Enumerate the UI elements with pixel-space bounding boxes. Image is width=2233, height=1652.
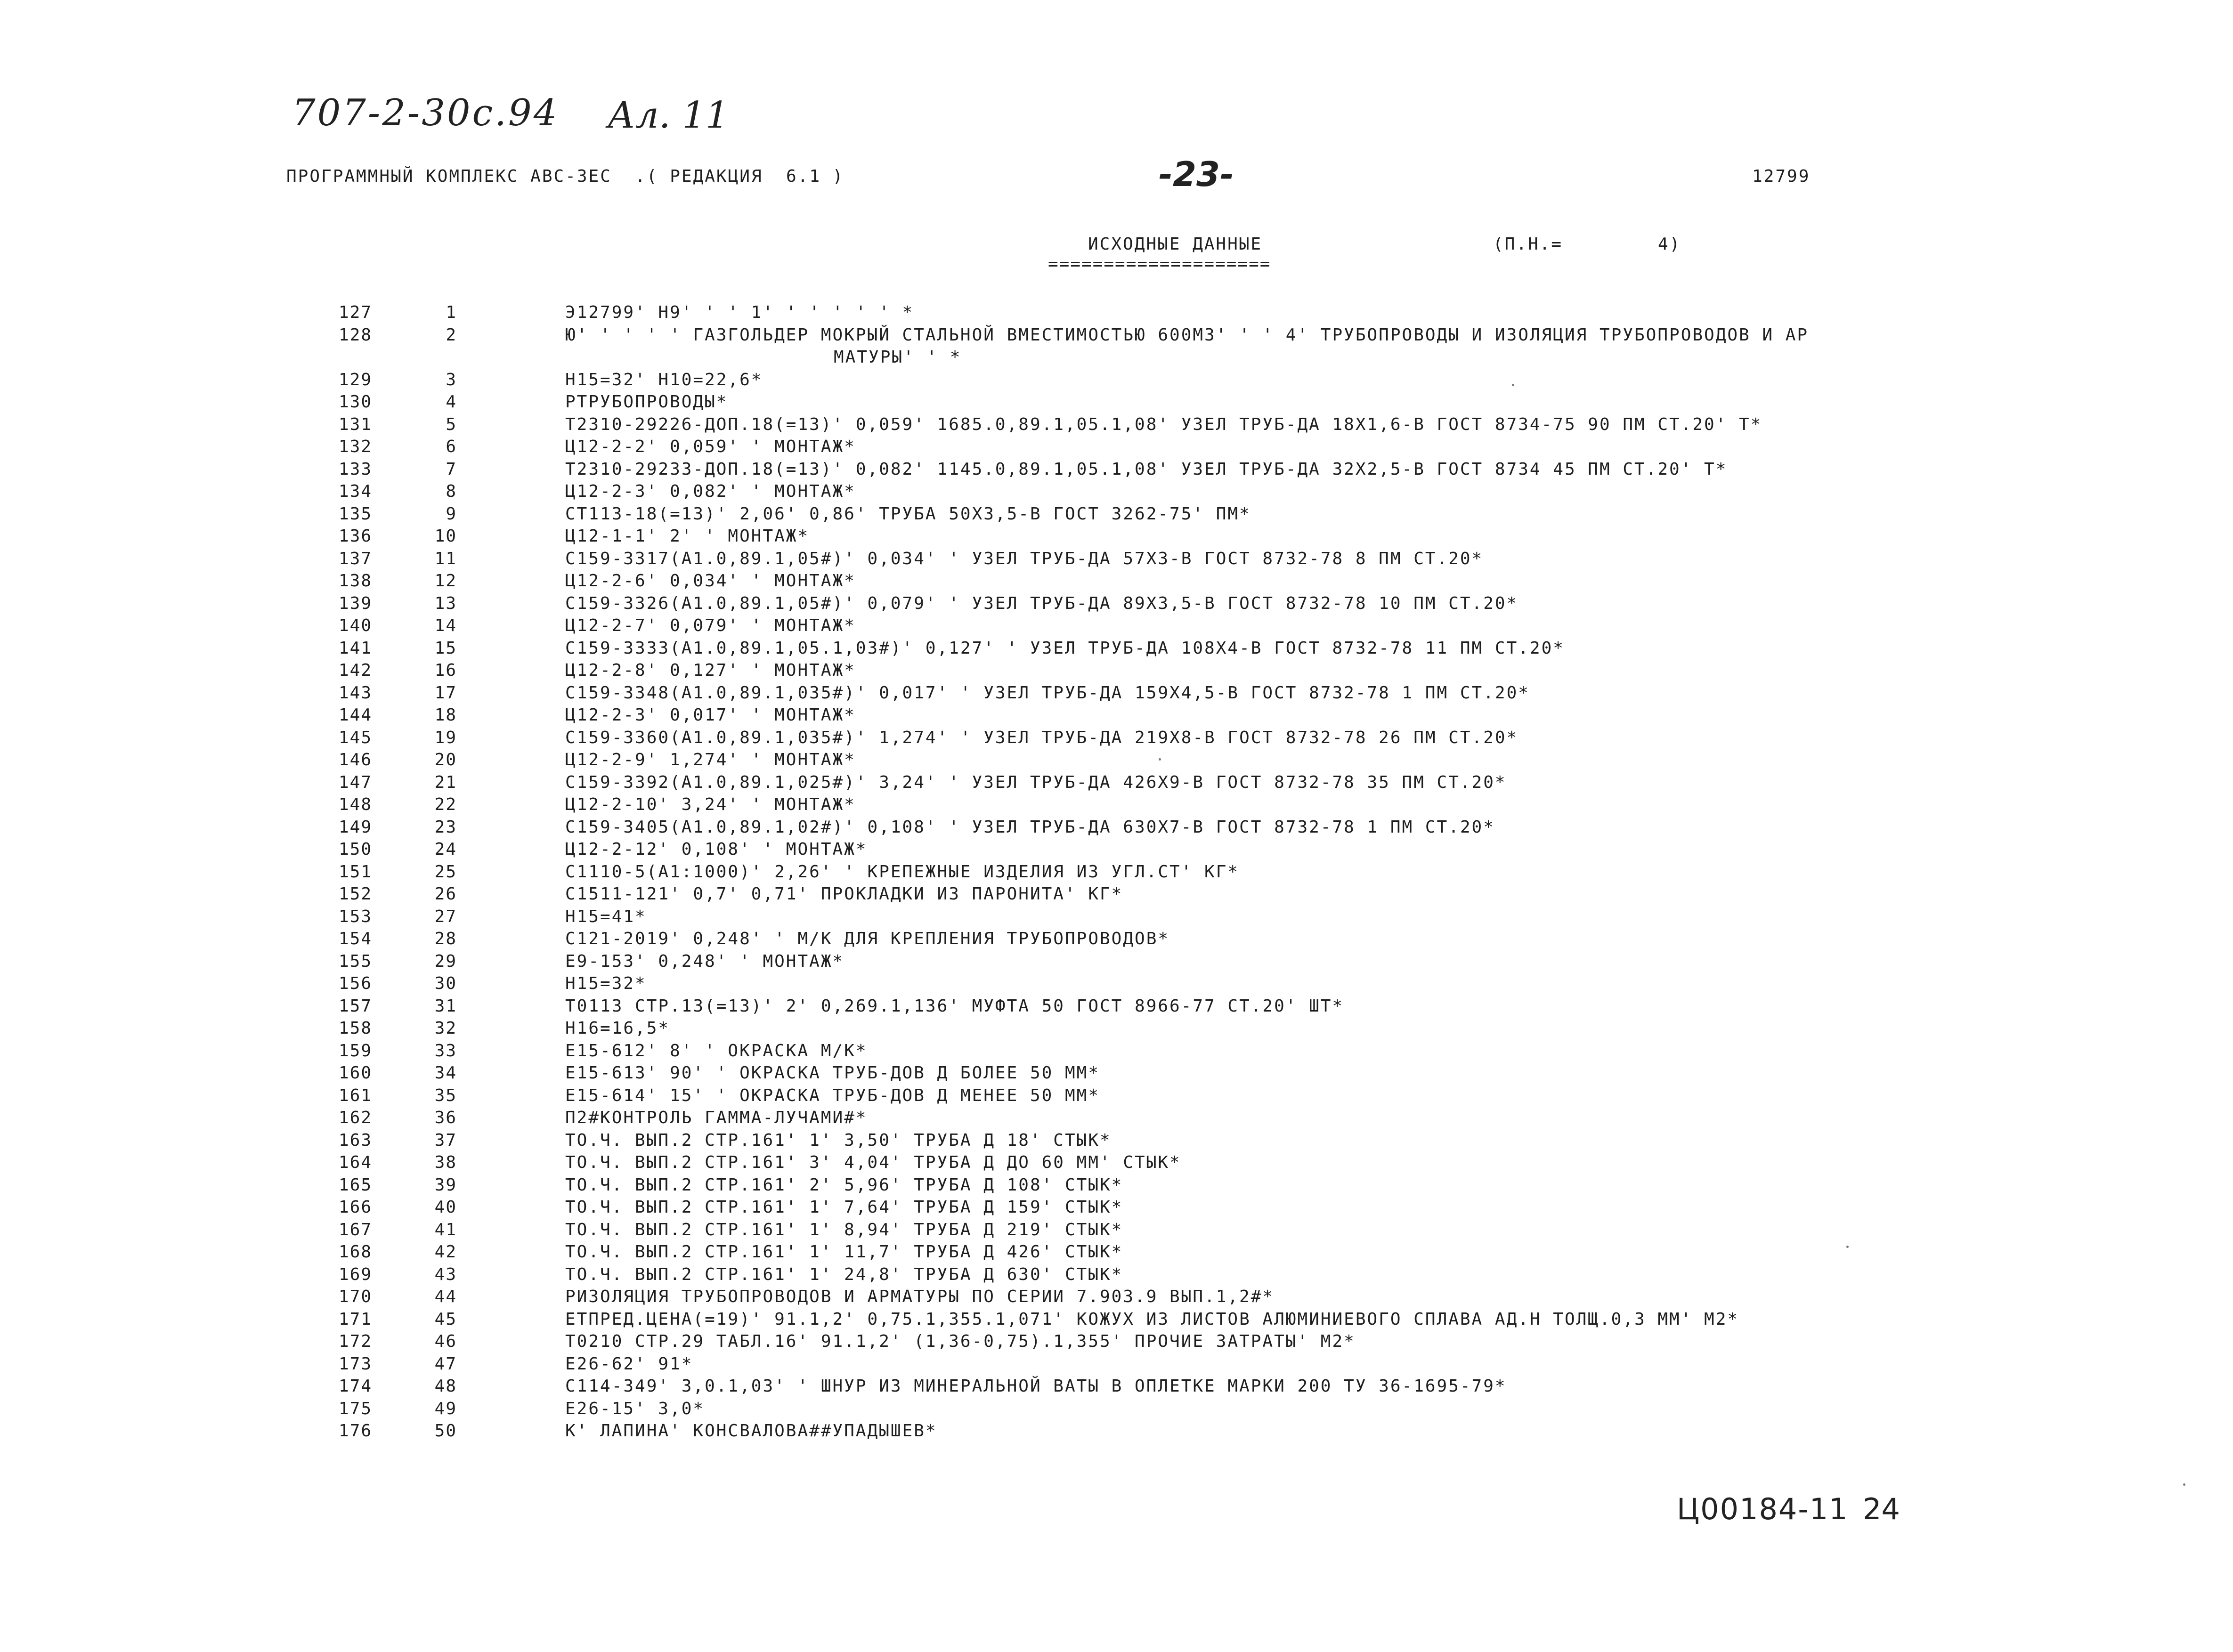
absolute-line-number: 132: [338, 437, 372, 456]
absolute-line-number: 174: [338, 1377, 372, 1396]
document-number: 12799: [1752, 167, 1811, 186]
absolute-line-number: 153: [338, 907, 372, 926]
listing-text: ТО.Ч. ВЫП.2 СТР.161' 1' 11,7' ТРУБА Д 426' СТЫК*: [565, 1242, 1123, 1262]
relative-line-number: 20: [434, 750, 457, 769]
absolute-line-number: 161: [338, 1085, 372, 1105]
page-number: -23-: [1159, 154, 1234, 194]
pn-label: (П.Н.=: [1493, 235, 1563, 254]
relative-line-number: 39: [434, 1175, 457, 1195]
listing-row: [325, 570, 2068, 592]
section-underline: ====================: [1048, 254, 1271, 274]
relative-line-number: 9: [446, 504, 457, 524]
relative-line-number: 47: [434, 1354, 457, 1374]
relative-line-number: 38: [434, 1153, 457, 1172]
listing-row: [325, 592, 2068, 615]
listing-text: Ц12-2-8' 0,127' ' МОНТАЖ*: [565, 661, 856, 680]
absolute-line-number: 176: [338, 1421, 372, 1441]
relative-line-number: 18: [434, 705, 457, 725]
absolute-line-number: 136: [338, 526, 372, 546]
listing-row: [325, 548, 2068, 570]
listing-row: [325, 928, 2068, 950]
listing-text: С159-3317(А1.0,89.1,05#)' 0,034' ' УЗЕЛ ТРУБ-ДА 57Х3-В ГОСТ 8732-78 8 ПМ СТ.20*: [565, 549, 1484, 568]
relative-line-number: 37: [434, 1130, 457, 1150]
relative-line-number: 32: [434, 1019, 457, 1038]
listing-text: С121-2019' 0,248' ' М/К ДЛЯ КРЕПЛЕНИЯ ТРУБОПРОВОДОВ*: [565, 929, 1170, 948]
listing-text: С159-3405(А1.0,89.1,02#)' 0,108' ' УЗЕЛ ТРУБ-ДА 630Х7-В ГОСТ 8732-78 1 ПМ СТ.20*: [565, 817, 1495, 837]
listing-text: С114-349' 3,0.1,03' ' ШНУР ИЗ МИНЕРАЛЬНОЙ ВАТЫ В ОПЛЕТКЕ МАРКИ 200 ТУ 36-1695-79*: [565, 1377, 1507, 1396]
section-title: ИСХОДНЫЕ ДАННЫЕ: [1088, 235, 1263, 254]
listing-text: Ц12-2-3' 0,017' ' МОНТАЖ*: [565, 705, 856, 725]
listing-row: [325, 1196, 2068, 1219]
relative-line-number: 30: [434, 974, 457, 993]
absolute-line-number: 141: [338, 638, 372, 658]
listing-text: Е26-15' 3,0*: [565, 1399, 705, 1418]
listing-text: С159-3392(А1.0,89.1,025#)' 3,24' ' УЗЕЛ ТРУБ-ДА 426Х9-В ГОСТ 8732-78 35 ПМ СТ.20*: [565, 772, 1507, 792]
listing-text: ТО.Ч. ВЫП.2 СТР.161' 3' 4,04' ТРУБА Д ДО 60 ММ' СТЫК*: [565, 1153, 1181, 1172]
listing-row: [325, 682, 2068, 705]
absolute-line-number: 129: [338, 370, 372, 389]
listing-text: ТО.Ч. ВЫП.2 СТР.161' 1' 3,50' ТРУБА Д 18' СТЫК*: [565, 1130, 1112, 1150]
listing-row: [325, 458, 2068, 481]
listing-text: Е15-614' 15' ' ОКРАСКА ТРУБ-ДОВ Д МЕНЕЕ 50 ММ*: [565, 1085, 1100, 1105]
relative-line-number: 28: [434, 929, 457, 948]
listing-row: [325, 503, 2068, 526]
scan-speck: [1846, 1246, 1849, 1248]
listing-row: [325, 883, 2068, 906]
listing-text: Н16=16,5*: [565, 1019, 670, 1038]
listing-row: [325, 794, 2068, 816]
listing-row: [325, 1040, 2068, 1062]
absolute-line-number: 173: [338, 1354, 372, 1374]
listing-row: [325, 391, 2068, 413]
relative-line-number: 48: [434, 1377, 457, 1396]
relative-line-number: 35: [434, 1085, 457, 1105]
listing-row: [325, 659, 2068, 682]
listing-text: Э12799' Н9' ' ' 1' ' ' ' ' ' *: [565, 303, 914, 322]
listing-text: С159-3326(А1.0,89.1,05#)' 0,079' ' УЗЕЛ ТРУБ-ДА 89Х3,5-В ГОСТ 8732-78 10 ПМ СТ.20*: [565, 593, 1518, 613]
listing-row: [325, 1353, 2068, 1376]
absolute-line-number: 150: [338, 840, 372, 859]
listing-text: ТО.Ч. ВЫП.2 СТР.161' 2' 5,96' ТРУБА Д 108' СТЫК*: [565, 1175, 1123, 1195]
source-data-listing: [325, 301, 2068, 1442]
listing-text: Т0113 СТР.13(=13)' 2' 0,269.1,136' МУФТА 50 ГОСТ 8966-77 СТ.20' ШТ*: [565, 996, 1344, 1016]
relative-line-number: 44: [434, 1287, 457, 1306]
relative-line-number: 8: [446, 482, 457, 501]
listing-text: С1511-121' 0,7' 0,71' ПРОКЛАДКИ ИЗ ПАРОНИТА' КГ*: [565, 884, 1123, 904]
relative-line-number: 23: [434, 817, 457, 837]
relative-line-number: 10: [434, 526, 457, 546]
absolute-line-number: 171: [338, 1309, 372, 1329]
absolute-line-number: 159: [338, 1041, 372, 1061]
handwritten-inventory-number: 24: [1863, 1492, 1900, 1526]
absolute-line-number: 158: [338, 1019, 372, 1038]
absolute-line-number: 140: [338, 616, 372, 635]
absolute-line-number: 130: [338, 392, 372, 412]
pn-value: 4): [1658, 235, 1681, 254]
absolute-line-number: 137: [338, 549, 372, 568]
absolute-line-number: 168: [338, 1242, 372, 1262]
listing-row: [325, 1219, 2068, 1241]
relative-line-number: 50: [434, 1421, 457, 1441]
listing-text: С159-3360(А1.0,89.1,035#)' 1,274' ' УЗЕЛ ТРУБ-ДА 219Х8-В ГОСТ 8732-78 26 ПМ СТ.20*: [565, 728, 1518, 747]
absolute-line-number: 147: [338, 772, 372, 792]
listing-text: Ю' ' ' ' ' ГАЗГОЛЬДЕР МОКРЫЙ СТАЛЬНОЙ ВМЕСТИМОСТЬЮ 600М3' ' ' 4' ТРУБОПРОВОДЫ И ИЗОЛЯЦИЯ ТРУБОПРОВОДОВ И АР: [565, 325, 1809, 345]
relative-line-number: 16: [434, 661, 457, 680]
listing-row: [325, 1330, 2068, 1353]
listing-row: [325, 1062, 2068, 1085]
listing-text: Ц12-2-12' 0,108' ' МОНТАЖ*: [565, 840, 868, 859]
scan-speck: [1159, 758, 1161, 761]
relative-line-number: 25: [434, 862, 457, 882]
listing-text: Е15-613' 90' ' ОКРАСКА ТРУБ-ДОВ Д БОЛЕЕ 50 ММ*: [565, 1063, 1100, 1083]
listing-row: [325, 1129, 2068, 1152]
absolute-line-number: 128: [338, 325, 372, 345]
listing-row: [325, 1174, 2068, 1197]
absolute-line-number: 135: [338, 504, 372, 524]
listing-text: Е15-612' 8' ' ОКРАСКА М/К*: [565, 1041, 868, 1061]
listing-row: [325, 972, 2068, 995]
listing-row: [325, 727, 2068, 749]
listing-text: Т0210 СТР.29 ТАБЛ.16' 91.1,2' (1,36-0,75).1,355' ПРОЧИЕ ЗАТРАТЫ' М2*: [565, 1332, 1356, 1351]
listing-text: Ц12-2-9' 1,274' ' МОНТАЖ*: [565, 750, 856, 769]
handwritten-sheet-label: Ал. 11: [608, 94, 729, 137]
relative-line-number: 42: [434, 1242, 457, 1262]
absolute-line-number: 148: [338, 795, 372, 814]
absolute-line-number: 164: [338, 1153, 372, 1172]
listing-row: [325, 480, 2068, 503]
listing-row: [325, 1107, 2068, 1129]
absolute-line-number: 139: [338, 593, 372, 613]
listing-text: С1110-5(А1:1000)' 2,26' ' КРЕПЕЖНЫЕ ИЗДЕЛИЯ ИЗ УГЛ.СТ' КГ*: [565, 862, 1240, 882]
absolute-line-number: 138: [338, 571, 372, 591]
listing-row: [325, 1263, 2068, 1286]
relative-line-number: 29: [434, 951, 457, 971]
relative-line-number: 7: [446, 459, 457, 479]
listing-row: [325, 1151, 2068, 1174]
listing-text: Ц12-2-7' 0,079' ' МОНТАЖ*: [565, 616, 856, 635]
listing-text: ТО.Ч. ВЫП.2 СТР.161' 1' 7,64' ТРУБА Д 159' СТЫК*: [565, 1198, 1123, 1217]
relative-line-number: 15: [434, 638, 457, 658]
relative-line-number: 11: [434, 549, 457, 568]
listing-row: [325, 1398, 2068, 1420]
relative-line-number: 4: [446, 392, 457, 412]
listing-text: Е26-62' 91*: [565, 1354, 693, 1374]
listing-text: П2#КОНТРОЛЬ ГАММА-ЛУЧАМИ#*: [565, 1108, 868, 1127]
listing-row: [325, 324, 2068, 369]
listing-row: [325, 1420, 2068, 1442]
relative-line-number: 12: [434, 571, 457, 591]
absolute-line-number: 167: [338, 1220, 372, 1239]
absolute-line-number: 162: [338, 1108, 372, 1127]
relative-line-number: 41: [434, 1220, 457, 1239]
listing-row: [325, 615, 2068, 637]
absolute-line-number: 175: [338, 1399, 372, 1418]
absolute-line-number: 169: [338, 1264, 372, 1284]
listing-row: [325, 906, 2068, 928]
listing-text: ЕТПРЕД.ЦЕНА(=19)' 91.1,2' 0,75.1,355.1,071' КОЖУХ ИЗ ЛИСТОВ АЛЮМИНИЕВОГО СПЛАВА АД.Н ТОЛЩ.0,3 ММ' М2*: [565, 1309, 1739, 1329]
relative-line-number: 27: [434, 907, 457, 926]
relative-line-number: 24: [434, 840, 457, 859]
listing-row: [325, 816, 2068, 839]
listing-text: С159-3333(А1.0,89.1,05.1,03#)' 0,127' ' УЗЕЛ ТРУБ-ДА 108Х4-В ГОСТ 8732-78 11 ПМ СТ.20*: [565, 638, 1565, 658]
listing-row: [325, 1286, 2068, 1308]
listing-row: [325, 1241, 2068, 1263]
listing-text: СТ113-18(=13)' 2,06' 0,86' ТРУБА 50Х3,5-В ГОСТ 3262-75' ПМ*: [565, 504, 1251, 524]
listing-text: Ц12-2-10' 3,24' ' МОНТАЖ*: [565, 795, 856, 814]
relative-line-number: 5: [446, 414, 457, 434]
relative-line-number: 40: [434, 1198, 457, 1217]
listing-text: Е9-153' 0,248' ' МОНТАЖ*: [565, 951, 844, 971]
listing-row: [325, 413, 2068, 436]
relative-line-number: 17: [434, 683, 457, 703]
absolute-line-number: 172: [338, 1332, 372, 1351]
listing-text: ТО.Ч. ВЫП.2 СТР.161' 1' 8,94' ТРУБА Д 219' СТЫК*: [565, 1220, 1123, 1239]
relative-line-number: 36: [434, 1108, 457, 1127]
listing-text: Т2310-29226-ДОП.18(=13)' 0,059' 1685.0,89.1,05.1,08' УЗЕЛ ТРУБ-ДА 18Х1,6-В ГОСТ 8734-75 90 ПМ СТ.20' Т*: [565, 414, 1762, 434]
listing-text: Ц12-2-2' 0,059' ' МОНТАЖ*: [565, 437, 856, 456]
relative-line-number: 6: [446, 437, 457, 456]
listing-text: РТРУБОПРОВОДЫ*: [565, 392, 728, 412]
scan-speck: [2183, 1483, 2185, 1486]
relative-line-number: 1: [446, 303, 457, 322]
relative-line-number: 46: [434, 1332, 457, 1351]
listing-row: [325, 1085, 2068, 1107]
listing-text: С159-3348(А1.0,89.1,035#)' 0,017' ' УЗЕЛ ТРУБ-ДА 159Х4,5-В ГОСТ 8732-78 1 ПМ СТ.20*: [565, 683, 1530, 703]
relative-line-number: 14: [434, 616, 457, 635]
absolute-line-number: 133: [338, 459, 372, 479]
absolute-line-number: 142: [338, 661, 372, 680]
absolute-line-number: 149: [338, 817, 372, 837]
absolute-line-number: 145: [338, 728, 372, 747]
listing-row: [325, 838, 2068, 861]
relative-line-number: 19: [434, 728, 457, 747]
listing-row: [325, 861, 2068, 883]
listing-row: [325, 525, 2068, 548]
absolute-line-number: 170: [338, 1287, 372, 1306]
absolute-line-number: 155: [338, 951, 372, 971]
absolute-line-number: 156: [338, 974, 372, 993]
listing-row: [325, 369, 2068, 391]
listing-row: [325, 771, 2068, 794]
relative-line-number: 43: [434, 1264, 457, 1284]
listing-row: [325, 950, 2068, 973]
absolute-line-number: 143: [338, 683, 372, 703]
listing-text: Т2310-29233-ДОП.18(=13)' 0,082' 1145.0,89.1,05.1,08' УЗЕЛ ТРУБ-ДА 32Х2,5-В ГОСТ 8734 45 ПМ СТ.20' Т*: [565, 459, 1728, 479]
absolute-line-number: 146: [338, 750, 372, 769]
absolute-line-number: 127: [338, 303, 372, 322]
absolute-line-number: 166: [338, 1198, 372, 1217]
absolute-line-number: 154: [338, 929, 372, 948]
relative-line-number: 13: [434, 593, 457, 613]
handwritten-inventory-code: Ц00184-11: [1677, 1492, 1849, 1526]
listing-text: Н15=32' Н10=22,6*: [565, 370, 763, 389]
listing-text-continuation: МАТУРЫ' ' *: [834, 348, 962, 367]
absolute-line-number: 152: [338, 884, 372, 904]
listing-row: [325, 436, 2068, 458]
absolute-line-number: 157: [338, 996, 372, 1016]
program-header: ПРОГРАММНЫЙ КОМПЛЕКС АВС-3ЕС .( РЕДАКЦИЯ 6.1 ): [286, 167, 844, 186]
relative-line-number: 26: [434, 884, 457, 904]
absolute-line-number: 134: [338, 482, 372, 501]
absolute-line-number: 165: [338, 1175, 372, 1195]
relative-line-number: 33: [434, 1041, 457, 1061]
listing-row: [325, 301, 2068, 324]
relative-line-number: 22: [434, 795, 457, 814]
listing-text: РИЗОЛЯЦИЯ ТРУБОПРОВОДОВ И АРМАТУРЫ ПО СЕРИИ 7.903.9 ВЫП.1,2#*: [565, 1287, 1275, 1306]
listing-text: ТО.Ч. ВЫП.2 СТР.161' 1' 24,8' ТРУБА Д 630' СТЫК*: [565, 1264, 1123, 1284]
listing-row: [325, 1017, 2068, 1040]
absolute-line-number: 151: [338, 862, 372, 882]
listing-text: Ц12-2-6' 0,034' ' МОНТАЖ*: [565, 571, 856, 591]
listing-text: К' ЛАПИНА' КОНСВАЛОВА##УПАДЫШЕВ*: [565, 1421, 937, 1441]
listing-row: [325, 749, 2068, 771]
absolute-line-number: 163: [338, 1130, 372, 1150]
listing-text: Ц12-2-3' 0,082' ' МОНТАЖ*: [565, 482, 856, 501]
listing-text: Н15=41*: [565, 907, 647, 926]
relative-line-number: 2: [446, 325, 457, 345]
relative-line-number: 49: [434, 1399, 457, 1418]
listing-row: [325, 1308, 2068, 1331]
listing-text: Ц12-1-1' 2' ' МОНТАЖ*: [565, 526, 810, 546]
relative-line-number: 21: [434, 772, 457, 792]
handwritten-project-code: 707-2-30с.94: [292, 92, 559, 134]
listing-row: [325, 637, 2068, 660]
absolute-line-number: 131: [338, 414, 372, 434]
absolute-line-number: 160: [338, 1063, 372, 1083]
absolute-line-number: 144: [338, 705, 372, 725]
relative-line-number: 3: [446, 370, 457, 389]
listing-text: Н15=32*: [565, 974, 647, 993]
listing-row: [325, 995, 2068, 1018]
relative-line-number: 31: [434, 996, 457, 1016]
listing-row: [325, 1375, 2068, 1398]
scan-speck: [1512, 384, 1514, 386]
relative-line-number: 45: [434, 1309, 457, 1329]
relative-line-number: 34: [434, 1063, 457, 1083]
listing-row: [325, 704, 2068, 727]
